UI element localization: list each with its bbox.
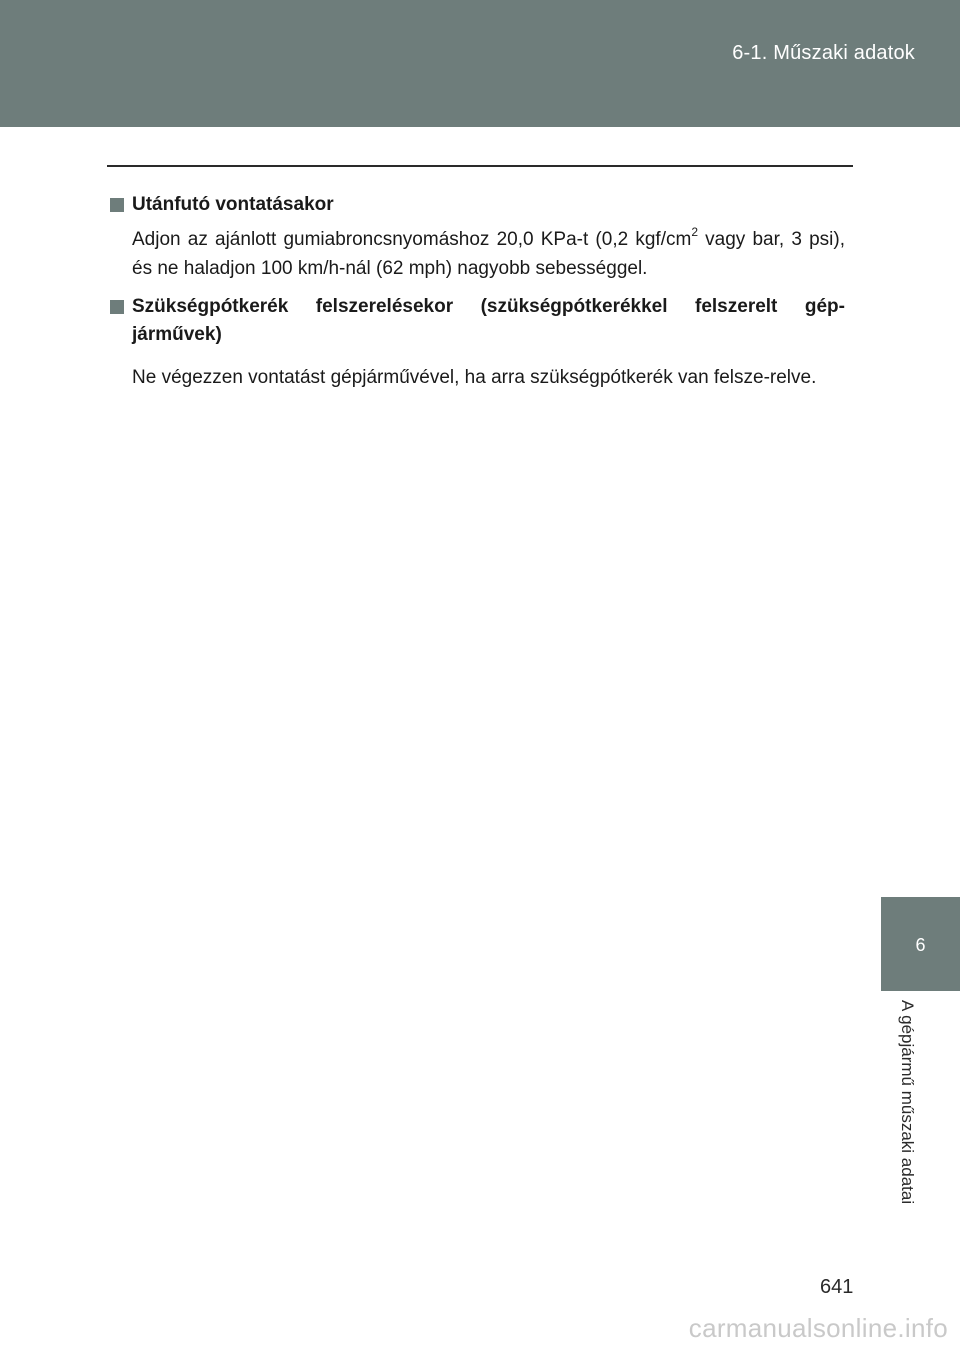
chapter-side-label-wrap [897,1000,933,1250]
chapter-number: 6 [915,935,926,955]
section-heading [110,293,845,349]
square-bullet-icon [110,198,124,212]
section-heading [110,191,845,219]
chapter-tab [881,897,960,991]
section-heading-text: Utánfutó vontatásakor [132,194,334,215]
main-content [110,191,845,392]
watermark: carmanualsonline.info [688,1313,948,1343]
section-trailer-towing [110,191,845,283]
body-text-part2: vagy bar, 3 psi), és ne haladjon 100 km/h-nál (62 mph) nagyobb sebességgel. [132,229,845,279]
chapter-title: 6-1. Műszaki adatok [732,42,915,64]
section-spare-tire [110,293,845,392]
divider-rule [107,165,853,167]
section-body [110,225,845,283]
superscript: 2 [691,224,698,239]
header-band [0,0,960,127]
chapter-side-label: A gépjármű műszaki adatai [898,1000,917,1205]
section-body: Ne végezzen vontatást gépjárművével, ha arra szükségpótkerék van felsze-relve. [132,367,817,388]
page-number: 641 [820,1276,854,1298]
square-bullet-icon [110,300,124,314]
section-heading-text: Szükségpótkerék felszerelésekor (szükségpótkerékkel felszerelt gép-járművek) [132,296,845,345]
body-text-part1: Adjon az ajánlott gumiabroncsnyomáshoz 20,0 KPa-t (0,2 kgf/cm [132,229,692,250]
